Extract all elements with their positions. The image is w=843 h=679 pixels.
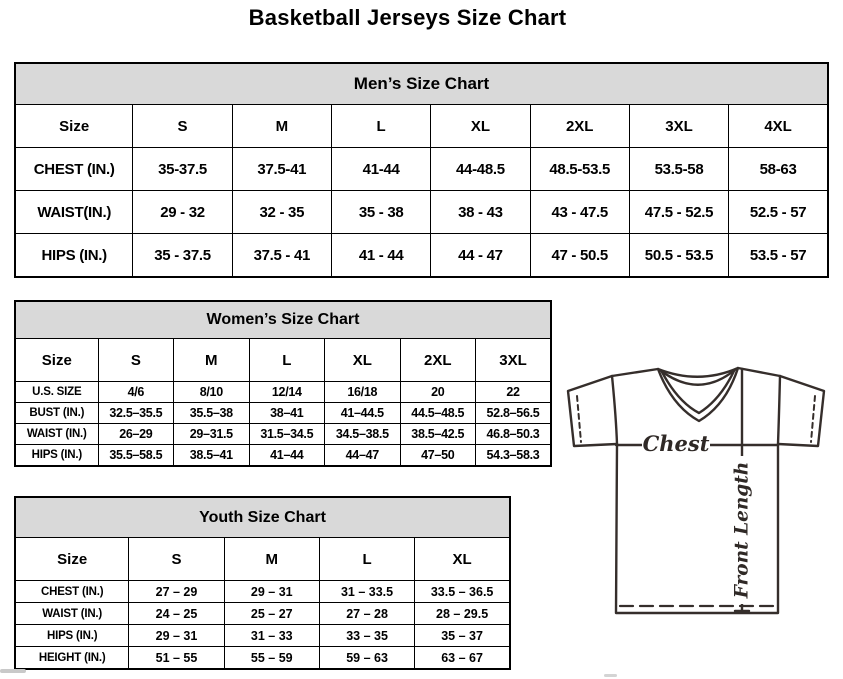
youth-row-0-cell-0: 27 – 29 xyxy=(129,581,224,603)
mens-row-1-cell-4: 43 - 47.5 xyxy=(530,191,629,234)
youth-row-0-label: CHEST (IN.) xyxy=(15,581,129,603)
mens-row-0-cell-5: 53.5-58 xyxy=(629,148,728,191)
youth-row-3-label: HEIGHT (IN.) xyxy=(15,647,129,670)
womens-size-header-2: M xyxy=(174,339,249,382)
mens-chart-title: Men’s Size Chart xyxy=(15,63,828,105)
mens-row-1-cell-2: 35 - 38 xyxy=(331,191,430,234)
youth-row-0-cell-1: 29 – 31 xyxy=(224,581,319,603)
mens-row-2-cell-5: 50.5 - 53.5 xyxy=(629,234,728,278)
page-title: Basketball Jerseys Size Chart xyxy=(248,5,567,30)
chest-label: Chest xyxy=(642,431,710,456)
mens-row-1-cell-3: 38 - 43 xyxy=(431,191,530,234)
youth-row-2-cell-2: 33 – 35 xyxy=(319,625,414,647)
womens-row-3-cell-4: 47–50 xyxy=(400,445,475,467)
womens-row-2-label: WAIST (IN.) xyxy=(15,424,98,445)
womens-size-header-1: S xyxy=(98,339,173,382)
mens-row-0-label: CHEST (IN.) xyxy=(15,148,133,191)
youth-row-3-cell-3: 63 – 67 xyxy=(415,647,510,670)
mens-row-0-cell-2: 41-44 xyxy=(331,148,430,191)
womens-size-table xyxy=(14,300,552,467)
womens-row-3-label: HIPS (IN.) xyxy=(15,445,98,467)
mens-size-header-5: 2XL xyxy=(530,105,629,148)
youth-row-1-label: WAIST (IN.) xyxy=(15,603,129,625)
womens-size-header-4: XL xyxy=(325,339,400,382)
youth-chart-title: Youth Size Chart xyxy=(15,497,510,538)
mens-row-0-cell-3: 44-48.5 xyxy=(431,148,530,191)
mens-size-header-2: M xyxy=(232,105,331,148)
womens-row-2-cell-3: 34.5–38.5 xyxy=(325,424,400,445)
mens-row-0-cell-4: 48.5-53.5 xyxy=(530,148,629,191)
screenshot-edge-artifact-left xyxy=(0,669,26,673)
womens-row-1-cell-5: 52.8–56.5 xyxy=(476,403,552,424)
mens-row-1-label: WAIST(IN.) xyxy=(15,191,133,234)
womens-row-2-cell-0: 26–29 xyxy=(98,424,173,445)
womens-row-0-cell-4: 20 xyxy=(400,382,475,403)
womens-row-2-cell-5: 46.8–50.3 xyxy=(476,424,552,445)
womens-chart-title: Women’s Size Chart xyxy=(15,301,551,339)
womens-row-2-cell-4: 38.5–42.5 xyxy=(400,424,475,445)
sleeve-cuff-dash-right xyxy=(811,396,815,442)
womens-size-header-5: 2XL xyxy=(400,339,475,382)
youth-row-0-cell-2: 31 – 33.5 xyxy=(319,581,414,603)
mens-size-table xyxy=(14,62,829,278)
youth-row-1-cell-0: 24 – 25 xyxy=(129,603,224,625)
womens-size-header-3: L xyxy=(249,339,324,382)
jersey-outline xyxy=(568,368,824,613)
womens-row-3-cell-3: 44–47 xyxy=(325,445,400,467)
sleeve-seam-right xyxy=(778,376,780,444)
womens-row-1-cell-1: 35.5–38 xyxy=(174,403,249,424)
screenshot-edge-artifact-right xyxy=(604,674,617,677)
mens-size-header-7: 4XL xyxy=(729,105,828,148)
womens-row-1-cell-2: 38–41 xyxy=(249,403,324,424)
womens-row-0-cell-3: 16/18 xyxy=(325,382,400,403)
youth-row-2-cell-0: 29 – 31 xyxy=(129,625,224,647)
womens-row-1-label: BUST (IN.) xyxy=(15,403,98,424)
womens-row-0-cell-2: 12/14 xyxy=(249,382,324,403)
mens-row-2-cell-0: 35 - 37.5 xyxy=(133,234,232,278)
womens-row-0-cell-5: 22 xyxy=(476,382,552,403)
sleeve-cuff-dash-left xyxy=(577,396,581,442)
womens-row-3-cell-2: 41–44 xyxy=(249,445,324,467)
mens-size-header-1: S xyxy=(133,105,232,148)
womens-row-0-cell-1: 8/10 xyxy=(174,382,249,403)
youth-size-header-3: L xyxy=(319,538,414,581)
youth-row-1-cell-1: 25 – 27 xyxy=(224,603,319,625)
youth-row-3-cell-2: 59 – 63 xyxy=(319,647,414,670)
mens-row-1-cell-0: 29 - 32 xyxy=(133,191,232,234)
mens-row-0-cell-1: 37.5-41 xyxy=(232,148,331,191)
mens-row-2-cell-3: 44 - 47 xyxy=(431,234,530,278)
mens-size-header-6: 3XL xyxy=(629,105,728,148)
mens-row-2-cell-1: 37.5 - 41 xyxy=(232,234,331,278)
womens-row-1-cell-0: 32.5–35.5 xyxy=(98,403,173,424)
youth-row-1-cell-2: 27 – 28 xyxy=(319,603,414,625)
front-length-label: Front Length xyxy=(731,461,753,599)
youth-size-header-2: M xyxy=(224,538,319,581)
youth-row-3-cell-1: 55 – 59 xyxy=(224,647,319,670)
mens-row-1-cell-1: 32 - 35 xyxy=(232,191,331,234)
mens-row-0-cell-0: 35-37.5 xyxy=(133,148,232,191)
jersey-diagram-svg xyxy=(558,360,834,630)
womens-row-3-cell-0: 35.5–58.5 xyxy=(98,445,173,467)
womens-size-header-6: 3XL xyxy=(476,339,552,382)
mens-row-1-cell-6: 52.5 - 57 xyxy=(729,191,828,234)
youth-row-1-cell-3: 28 – 29.5 xyxy=(415,603,510,625)
mens-row-2-cell-2: 41 - 44 xyxy=(331,234,430,278)
womens-row-0-cell-0: 4/6 xyxy=(98,382,173,403)
womens-row-0-label: U.S. SIZE xyxy=(15,382,98,403)
mens-size-header-3: L xyxy=(331,105,430,148)
mens-row-1-cell-5: 47.5 - 52.5 xyxy=(629,191,728,234)
womens-row-3-cell-5: 54.3–58.3 xyxy=(476,445,552,467)
mens-row-2-label: HIPS (IN.) xyxy=(15,234,133,278)
mens-row-2-cell-4: 47 - 50.5 xyxy=(530,234,629,278)
mens-size-header-0: Size xyxy=(15,105,133,148)
youth-row-3-cell-0: 51 – 55 xyxy=(129,647,224,670)
youth-size-header-4: XL xyxy=(415,538,510,581)
mens-row-0-cell-6: 58-63 xyxy=(729,148,828,191)
youth-row-2-cell-3: 35 – 37 xyxy=(415,625,510,647)
mens-size-header-4: XL xyxy=(431,105,530,148)
youth-row-2-label: HIPS (IN.) xyxy=(15,625,129,647)
youth-size-header-0: Size xyxy=(15,538,129,581)
womens-row-3-cell-1: 38.5–41 xyxy=(174,445,249,467)
womens-row-2-cell-1: 29–31.5 xyxy=(174,424,249,445)
mens-row-2-cell-6: 53.5 - 57 xyxy=(729,234,828,278)
womens-row-2-cell-2: 31.5–34.5 xyxy=(249,424,324,445)
jersey-diagram xyxy=(558,360,834,630)
youth-size-header-1: S xyxy=(129,538,224,581)
womens-row-1-cell-3: 41–44.5 xyxy=(325,403,400,424)
youth-row-2-cell-1: 31 – 33 xyxy=(224,625,319,647)
womens-row-1-cell-4: 44.5–48.5 xyxy=(400,403,475,424)
youth-row-0-cell-3: 33.5 – 36.5 xyxy=(415,581,510,603)
youth-size-table xyxy=(14,496,511,670)
womens-size-header-0: Size xyxy=(15,339,98,382)
sleeve-seam-left xyxy=(612,376,617,444)
